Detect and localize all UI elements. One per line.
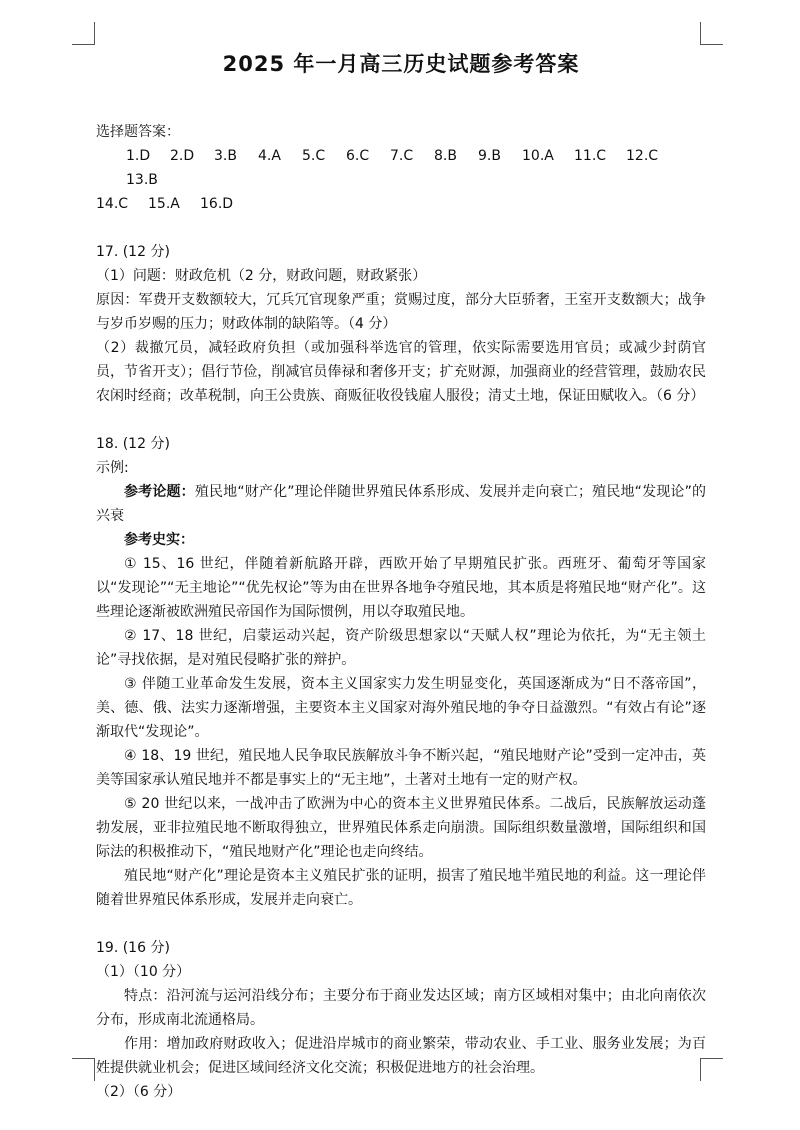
q18-fact-5: ⑤ 20 世纪以来，一战冲击了欧洲为中心的资本主义世界殖民体系。二战后，民族解放运动蓬勃发展，亚非拉殖民地不断取得独立，世界殖民体系走向崩溃。国际组织数量激增，国际组织和国际法的积极推动下，“殖民地财产化”理论也走向终结。	[96, 796, 706, 860]
mc-answer: 6.C	[346, 148, 370, 164]
q18-conclusion: 殖民地“财产化”理论是资本主义殖民扩张的证明，损害了殖民地半殖民地的利益。这一理论伴随着世界殖民体系形成，发展并走向衰亡。	[96, 868, 706, 908]
mc-answer: 1.D	[126, 148, 151, 164]
mc-answer: 5.C	[302, 148, 326, 164]
q17-heading: 17. (12 分)	[96, 244, 170, 260]
q19-heading: 19. (16 分)	[96, 940, 170, 956]
q18-fact-3: ③ 伴随工业革命发生发展，资本主义国家实力发生明显变化，英国逐渐成为“日不落帝国”，美、德、俄、法实力逐渐增强，主要资本主义国家对海外殖民地的争夺日益激烈。“有效占有论”逐渐取代“发现论”。	[96, 676, 706, 740]
q18-facts-label: 参考史实：	[124, 532, 194, 548]
q18-fact-1: ① 15、16 世纪，伴随着新航路开辟，西欧开始了早期殖民扩张。西班牙、葡萄牙等国家以“发现论”“无主地论”“优先权论”等为由在世界各地争夺殖民地，其本质是将殖民地“财产化”。这些理论逐渐被欧洲殖民帝国作为国际惯例，用以夺取殖民地。	[96, 556, 706, 620]
q18-topic-text: 殖民地“财产化”理论伴随世界殖民体系形成、发展并走向衰亡；殖民地“发现论”的兴衰	[96, 484, 707, 524]
q19-effects: 作用：增加政府财政收入；促进沿岸城市的商业繁荣，带动农业、手工业、服务业发展；为百姓提供就业机会；促进区域间经济文化交流；积极促进地方的社会治理。	[96, 1036, 706, 1076]
crop-mark-bottom-left	[72, 1058, 95, 1081]
q17-part2: （2）裁撤冗员，减轻政府负担（或加强科举选官的管理，依实际需要选用官员；或减少封荫官员，节省开支）；倡行节俭，削减官员俸禄和奢侈开支；扩充财源，加强商业的经营管理，鼓励农民农闲时经商；改革税制，向王公贵族、商贩征收役钱雇人服役；清丈土地，保证田赋收入。（6 分）	[96, 340, 706, 404]
q17-reasons: 原因：军费开支数额较大，冗兵冗官现象严重；赏赐过度，部分大臣骄奢，王室开支数额大；战争与岁币岁赐的压力；财政体制的缺陷等。（4 分）	[96, 292, 706, 332]
mc-answer: 14.C	[96, 196, 129, 212]
q18-example-label: 示例:	[96, 460, 129, 476]
q19-part1: （1）（10 分）	[96, 964, 191, 980]
mc-answer: 15.A	[148, 196, 180, 212]
mc-label: 选择题答案：	[96, 124, 180, 140]
mc-answers-row-1	[96, 144, 706, 192]
mc-answer: 12.C	[626, 148, 659, 164]
crop-mark-top-right	[700, 22, 723, 45]
mc-answer: 13.B	[126, 172, 158, 188]
q19-part2: （2）（6 分）	[96, 1084, 182, 1100]
mc-answer: 10.A	[522, 148, 554, 164]
mc-answer: 8.B	[434, 148, 457, 164]
crop-mark-top-left	[72, 22, 95, 45]
q19-features: 特点：沿河流与运河沿线分布；主要分布于商业发达区域；南方区域相对集中；由北向南依次分布，形成南北流通格局。	[96, 988, 706, 1028]
q17-part1: （1）问题：财政危机（2 分，财政问题，财政紧张）	[96, 268, 427, 284]
q18-topic-label: 参考论题：	[124, 484, 195, 500]
page-title: 2025 年一月高三历史试题参考答案	[222, 52, 580, 76]
answer-sheet	[96, 48, 706, 1104]
mc-answer: 4.A	[258, 148, 281, 164]
mc-answers-row-2	[96, 192, 706, 216]
q18-fact-2: ② 17、18 世纪，启蒙运动兴起，资产阶级思想家以“天赋人权”理论为依托，为“无主领土论”寻找依据，是对殖民侵略扩张的辩护。	[96, 628, 706, 668]
q18-topic	[96, 480, 706, 528]
mc-answer: 2.D	[170, 148, 195, 164]
mc-answer: 16.D	[200, 196, 234, 212]
mc-answer: 7.C	[390, 148, 414, 164]
mc-answer: 9.B	[478, 148, 501, 164]
q18-fact-4: ④ 18、19 世纪，殖民地人民争取民族解放斗争不断兴起，“殖民地财产论”受到一定冲击，英美等国家承认殖民地并不都是事实上的“无主地”，土著对土地有一定的财产权。	[96, 748, 706, 788]
mc-answer: 11.C	[574, 148, 607, 164]
mc-answer: 3.B	[214, 148, 237, 164]
q18-heading: 18. (12 分)	[96, 436, 170, 452]
